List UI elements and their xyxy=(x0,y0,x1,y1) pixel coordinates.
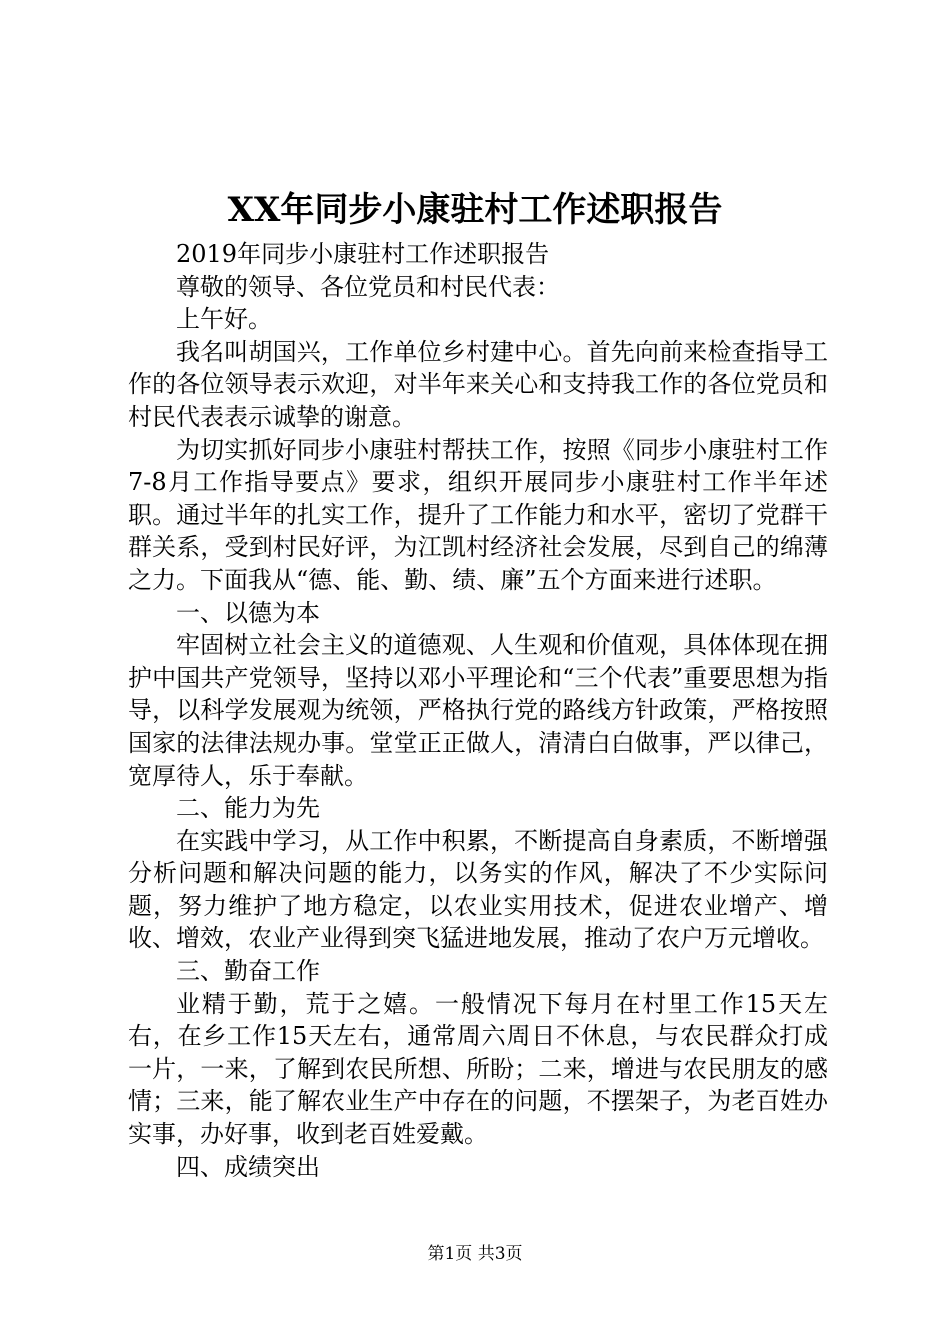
greeting: 上午好。 xyxy=(176,305,272,334)
salutation: 尊敬的领导、各位党员和村民代表： xyxy=(176,272,560,301)
paragraph-intro: 我名叫胡国兴，工作单位乡村建中心。首先向前来检查指导工作的各位领导表示欢迎，对半年来关心和支持我工作的各位党员和村民代表表示诚挚的谢意。 xyxy=(128,337,828,431)
page-footer: 第1页 共3页 xyxy=(427,1244,523,1264)
section-heading-4: 四、成绩突出 xyxy=(176,1152,320,1181)
paragraph-section-1: 牢固树立社会主义的道德观、人生观和价值观，具体体现在拥护中国共产党领导，坚持以邓小平理论和“三个代表”重要思想为指导，以科学发展观为统领，严格执行党的路线方针政策，严格按照国家的法律法规办事。堂堂正正做人，清清白白做事，严以律己，宽厚待人，乐于奉献。 xyxy=(128,631,828,790)
paragraph-section-2: 在实践中学习，从工作中积累，不断提高自身素质，不断增强分析问题和解决问题的能力，以务实的作风，解决了不少实际问题，努力维护了地方稳定，以农业实用技术，促进农业增产、增收、增效，农业产业得到突飞猛进地发展，推动了农户万元增收。 xyxy=(128,826,828,953)
section-heading-1: 一、以德为本 xyxy=(176,598,320,627)
paragraph-purpose: 为切实抓好同步小康驻村帮扶工作，按照《同步小康驻村工作7-8月工作指导要点》要求，组织开展同步小康驻村工作半年述职。通过半年的扎实工作，提升了工作能力和水平，密切了党群干群关系，受到村民好评，为江凯村经济社会发展，尽到自己的绵薄之力。下面我从“德、能、勤、绩、廉”五个方面来进行述职。 xyxy=(128,435,828,594)
document-title: XX年同步小康驻村工作述职报告 xyxy=(227,190,723,230)
section-heading-2: 二、能力为先 xyxy=(176,794,320,823)
section-heading-3: 三、勤奋工作 xyxy=(176,957,320,986)
document-body xyxy=(128,238,828,1183)
doc-subtitle: 2019年同步小康驻村工作述职报告 xyxy=(176,240,550,268)
paragraph-section-3: 业精于勤，荒于之嬉。一般情况下每月在村里工作15天左右，在乡工作15天左右，通常周六周日不休息，与农民群众打成一片，一来，了解到农民所想、所盼；二来，增进与农民朋友的感情；三来，能了解农业生产中存在的问题，不摆架子，为老百姓办实事，办好事，收到老百姓爱戴。 xyxy=(128,989,828,1149)
